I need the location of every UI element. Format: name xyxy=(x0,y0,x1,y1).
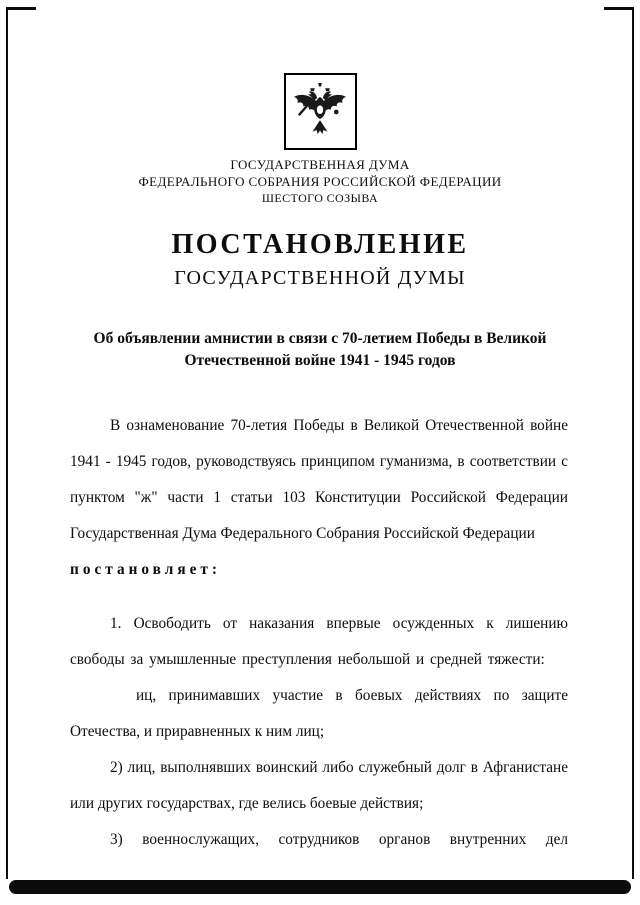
paragraph-gap xyxy=(70,588,568,606)
scan-edge-left xyxy=(6,9,8,879)
document-body xyxy=(0,408,640,858)
scan-bottom-bar xyxy=(9,880,631,894)
subject-line2: Отечественной войне 1941 - 1945 годов xyxy=(184,352,456,369)
org-name-line1: ГОСУДАРСТВЕННАЯ ДУМА xyxy=(230,157,410,172)
document-type-title: ПОСТАНОВЛЕНИЕ xyxy=(171,229,469,260)
paragraph-item1: 1. Освободить от наказания впервые осужденных к лишению свободы за умышленные преступления небольшой и средней тяжести: xyxy=(70,615,568,668)
scan-corner-top-left xyxy=(6,7,36,10)
document-subject xyxy=(0,328,640,372)
document-type-subtitle: ГОСУДАРСТВЕННОЙ ДУМЫ xyxy=(174,267,466,289)
coat-of-arms-box xyxy=(284,73,357,150)
paragraph-intro: В ознаменование 70-летия Победы в Великой Отечественной войне 1941 - 1945 годов, руководствуясь принципом гуманизма, в соответствии с пунктом "ж" части 1 статьи 103 Конституции Российской Федерации Государственная Дума Федерального Собрания Российской Федерации xyxy=(70,417,568,542)
double-headed-eagle-icon xyxy=(291,81,349,143)
paragraph-subitem2: 2) лиц, выполнявших воинский либо служебный долг в Афганистане или других государствах, где велись боевые действия; xyxy=(70,759,568,812)
paragraph-resolves: постановляет: xyxy=(70,561,221,578)
org-name-line2: ФЕДЕРАЛЬНОГО СОБРАНИЯ РОССИЙСКОЙ ФЕДЕРАЦИИ xyxy=(138,174,502,189)
scan-edge-right xyxy=(632,9,634,879)
subject-line1: Об объявлении амнистии в связи с 70-летием Победы в Великой xyxy=(93,330,547,347)
org-name-line3: ШЕСТОГО СОЗЫВА xyxy=(261,191,379,205)
paragraph-subitem3: 3) военнослужащих, сотрудников органов внутренних дел xyxy=(110,831,568,848)
scan-corner-top-right xyxy=(604,7,634,10)
issuing-body xyxy=(0,156,640,207)
paragraph-subitem1: иц, принимавших участие в боевых действиях по защите Отечества, и приравненных к ним лиц; xyxy=(70,687,568,740)
